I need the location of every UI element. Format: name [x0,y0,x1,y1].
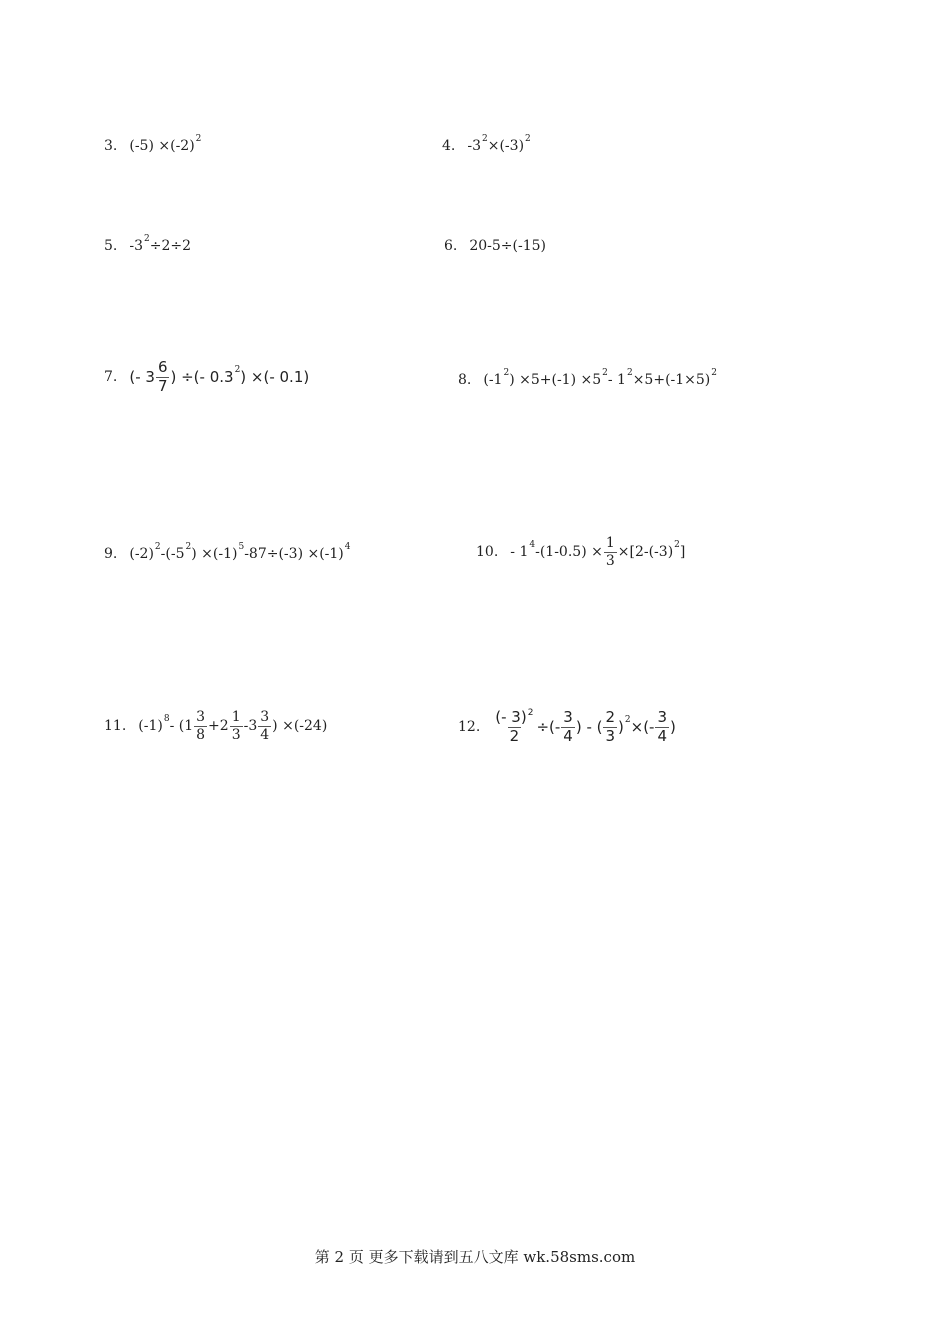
denominator: 7 [157,376,168,395]
exponent: 2 [527,708,534,718]
expression-text: ×[2-(-3) [617,544,674,561]
problem-number: 8. [458,372,472,388]
numerator: 3 [563,708,573,726]
expression-text: - 1 [607,372,626,388]
exponent: 2 [154,542,161,552]
problem-number: 9. [104,546,118,562]
expression-text: -87÷(-3) ×(-1) [244,546,344,562]
problem-number: 5. [104,238,118,254]
expression-text: ÷2÷2 [149,238,192,254]
exponent: 5 [238,542,245,552]
problem-number: 6. [444,238,458,254]
expression-text: ) ×5+(-1) ×5 [509,372,602,388]
fraction [603,710,617,745]
expression-text: +2 [208,718,229,735]
fraction [655,710,669,745]
fraction [604,536,617,568]
expression-text: ) ×(-24) [272,718,328,735]
denominator: 3 [605,552,615,569]
denominator: 4 [563,726,573,745]
numerator: 6 [157,358,168,376]
exponent: 2 [185,542,192,552]
expression-text: - 1 [510,544,529,561]
exponent: 2 [711,368,718,378]
problem-3 [104,134,202,154]
problem-number: 4. [442,138,456,154]
expression-text: - (1 [169,718,194,735]
expression-text: ) ×(- 0.1) [240,368,310,387]
expression-text: -(1-0.5) × [535,544,603,561]
denominator: 2 [509,726,520,745]
expression-text: ) [670,718,676,737]
expression-text: -3 [129,238,143,254]
fraction [561,710,575,745]
expression-text: (-1) [138,718,163,735]
denominator: 4 [657,726,668,745]
denominator: 3 [605,726,616,745]
fraction [194,710,207,742]
fraction [258,710,271,742]
expression-text: (- 3 [129,368,155,387]
exponent: 2 [234,365,241,376]
denominator: 3 [231,726,241,743]
exponent: 4 [344,542,351,552]
problem-7 [104,360,309,395]
page-footer: 第 2 页 更多下载请到五八文库 wk.58sms.com [314,1248,636,1266]
expression-text: (-1 [483,372,503,388]
numerator: 3 [260,709,270,725]
numerator [493,710,535,727]
expression-text: (-5) ×(-2) [129,138,195,154]
numerator: 1 [605,535,615,551]
expression-text: -3 [467,138,481,154]
problem-10 [476,536,685,568]
denominator: 8 [196,726,206,743]
denominator: 4 [260,726,270,743]
fraction [230,710,243,742]
numerator: 1 [231,709,241,725]
numerator: 3 [196,709,206,725]
expression-text: ×(- [630,718,655,737]
expression-text: ) [618,718,624,737]
problem-9 [104,542,351,562]
fraction [493,710,535,745]
problem-5 [104,234,192,254]
exponent: 2 [482,134,488,144]
expression-text: -(-5 [160,546,185,562]
exponent: 2 [525,134,531,144]
problem-number: 11. [104,718,127,735]
problem-number: 12. [458,719,481,736]
problem-number: 7. [104,369,118,386]
problem-12 [458,710,676,745]
expression-text: ) - ( [575,718,603,737]
problem-number: 3. [104,138,118,154]
problem-4 [442,134,531,154]
expression-text: ×5+(-1×5) [632,372,711,388]
numerator: 2 [605,708,616,726]
expression-text: -3 [243,718,258,735]
problem-11 [104,710,327,742]
exponent: 2 [195,134,202,144]
exponent: 8 [163,714,170,725]
problem-number: 10. [476,544,499,561]
problem-6 [444,238,546,254]
expression-text: (-2) [129,546,154,562]
exponent: 2 [602,368,608,378]
expression-text: ) ÷(- 0.3 [170,368,234,387]
expression-text: ] [679,544,686,561]
expression-text: 20-5÷(-15) [469,238,547,254]
expression-text: ) ×(-1) [191,546,238,562]
numerator: 3 [657,708,668,726]
exponent: 2 [144,234,150,244]
expression-text: ÷(- [536,718,561,737]
exponent: 2 [503,368,510,378]
problem-8 [458,368,718,388]
numerator-text: (- 3) [495,708,527,726]
exponent: 2 [674,540,680,551]
expression-text: ×(-3) [487,138,525,154]
exponent: 4 [529,540,536,551]
exponent: 2 [624,715,631,726]
exponent: 2 [626,368,633,378]
fraction [156,360,170,395]
